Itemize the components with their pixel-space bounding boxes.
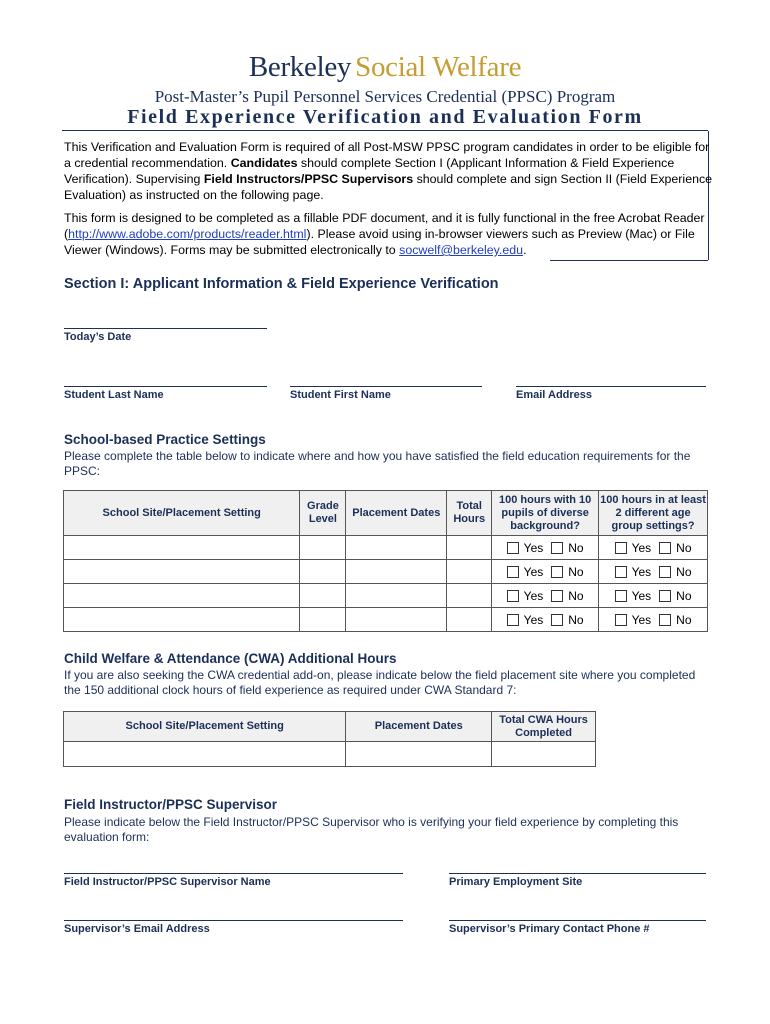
table-header-row <box>64 491 708 536</box>
no-label: No <box>568 564 584 579</box>
hours-cell[interactable] <box>447 584 492 608</box>
no-checkbox[interactable] <box>659 614 671 626</box>
no-label: No <box>568 540 584 555</box>
site-cell[interactable] <box>64 584 300 608</box>
no-checkbox[interactable] <box>659 590 671 602</box>
yes-checkbox[interactable] <box>615 590 627 602</box>
yes-label: Yes <box>523 588 544 603</box>
yes-checkbox[interactable] <box>507 566 519 578</box>
supervisor-desc: Please indicate below the Field Instructor/PPSC Supervisor who is verifying your field experience by completing this evaluation form: <box>64 815 679 844</box>
site-cell[interactable] <box>64 560 300 584</box>
email-link[interactable]: socwelf@berkeley.edu <box>399 243 524 257</box>
yes-label: Yes <box>523 612 544 627</box>
logo-berkeley: Berkeley <box>248 51 352 83</box>
dates-cell[interactable] <box>346 742 492 767</box>
table-row <box>64 742 596 767</box>
col-age-groups: 100 hours in at least 2 different age group settings? <box>599 491 708 536</box>
school-settings-table <box>63 490 708 632</box>
site-cell[interactable] <box>64 536 300 560</box>
no-checkbox[interactable] <box>551 566 563 578</box>
no-label: No <box>676 564 692 579</box>
last-name-label: Student Last Name <box>64 389 164 401</box>
diverse-cell <box>492 536 599 560</box>
supervisor-phone-field[interactable] <box>449 920 706 921</box>
todays-date-field[interactable] <box>64 328 267 329</box>
adobe-reader-link[interactable]: http://www.adobe.com/products/reader.html <box>68 227 307 241</box>
hours-cell[interactable] <box>492 742 596 767</box>
intro-text: ). Please avoid using in-browser viewers such as Preview (Mac) or File Viewer (Windows). Forms may be submitted electronically to <box>64 227 695 257</box>
supervisor-title: Field Instructor/PPSC Supervisor <box>64 797 278 812</box>
col-hours: Total Hours <box>447 491 492 536</box>
table-row <box>64 608 708 632</box>
supervisor-name-label: Field Instructor/PPSC Supervisor Name <box>64 876 271 888</box>
program-name: Post-Master’s Pupil Personnel Services Credential (PPSC) Program <box>154 87 616 106</box>
dates-cell[interactable] <box>346 608 447 632</box>
intro-paragraph-2 <box>64 210 714 258</box>
section-1-title: Section I: Applicant Information & Field Experience Verification <box>64 276 499 292</box>
yes-checkbox[interactable] <box>615 542 627 554</box>
intro-bold-supervisors: Field Instructors/PPSC Supervisors <box>203 172 414 186</box>
no-label: No <box>676 540 692 555</box>
yes-checkbox[interactable] <box>615 614 627 626</box>
no-label: No <box>676 588 692 603</box>
email-field[interactable] <box>516 386 706 387</box>
grade-cell[interactable] <box>300 536 346 560</box>
hours-cell[interactable] <box>447 608 492 632</box>
col-diverse: 100 hours with 10 pupils of diverse background? <box>492 491 599 536</box>
yes-checkbox[interactable] <box>615 566 627 578</box>
diverse-cell <box>492 560 599 584</box>
yes-label: Yes <box>631 564 652 579</box>
cwa-table <box>63 711 596 767</box>
no-checkbox[interactable] <box>659 566 671 578</box>
yes-label: Yes <box>523 540 544 555</box>
cwa-desc: If you are also seeking the CWA credential add-on, please indicate below the field placement site where you completed the 150 additional clock hours of field experience as required under CWA Standard 7: <box>64 668 696 697</box>
yes-label: Yes <box>631 588 652 603</box>
col-cwa-hours: Total CWA Hours Completed <box>492 712 596 742</box>
site-cell[interactable] <box>64 608 300 632</box>
title-divider <box>62 130 708 131</box>
supervisor-email-label: Supervisor’s Email Address <box>64 923 210 935</box>
no-label: No <box>568 612 584 627</box>
hours-cell[interactable] <box>447 536 492 560</box>
col-dates: Placement Dates <box>346 712 492 742</box>
hours-cell[interactable] <box>447 560 492 584</box>
supervisor-email-field[interactable] <box>64 920 403 921</box>
age-cell <box>599 608 708 632</box>
last-name-field[interactable] <box>64 386 267 387</box>
yes-label: Yes <box>631 540 652 555</box>
berkeley-social-welfare-logo <box>0 51 770 84</box>
no-label: No <box>676 612 692 627</box>
email-label: Email Address <box>516 389 593 401</box>
dates-cell[interactable] <box>346 584 447 608</box>
intro-bottom-rule <box>550 260 708 261</box>
yes-label: Yes <box>523 564 544 579</box>
age-cell <box>599 560 708 584</box>
no-checkbox[interactable] <box>551 614 563 626</box>
first-name-field[interactable] <box>290 386 482 387</box>
school-settings-desc: Please complete the table below to indicate where and how you have satisfied the field education requirements for the PPSC: <box>64 449 691 478</box>
no-label: No <box>568 588 584 603</box>
diverse-cell <box>492 584 599 608</box>
grade-cell[interactable] <box>300 584 346 608</box>
site-cell[interactable] <box>64 742 346 767</box>
employment-site-field[interactable] <box>449 873 706 874</box>
no-checkbox[interactable] <box>551 590 563 602</box>
diverse-cell <box>492 608 599 632</box>
supervisor-name-field[interactable] <box>64 873 403 874</box>
yes-label: Yes <box>631 612 652 627</box>
intro-text: should complete Section I (Applicant Information & Field Experience Verification). Supervising <box>64 156 675 186</box>
intro-bold-candidates: Candidates <box>230 156 298 170</box>
intro-text: . <box>523 243 527 257</box>
form-title: Field Experience Verification and Evaluation Form <box>127 106 643 128</box>
table-row <box>64 560 708 584</box>
table-row <box>64 584 708 608</box>
dates-cell[interactable] <box>346 560 447 584</box>
yes-checkbox[interactable] <box>507 590 519 602</box>
col-grade: Grade Level <box>300 491 346 536</box>
intro-paragraph-1 <box>64 139 714 203</box>
grade-cell[interactable] <box>300 560 346 584</box>
employment-site-label: Primary Employment Site <box>449 876 583 888</box>
first-name-label: Student First Name <box>290 389 391 401</box>
yes-checkbox[interactable] <box>507 614 519 626</box>
intro-text: should complete and sign Section II (Field Experience Evaluation) as instructed on the following page. <box>64 172 713 202</box>
no-checkbox[interactable] <box>551 542 563 554</box>
col-site: School Site/Placement Setting <box>64 491 300 536</box>
col-site: School Site/Placement Setting <box>64 712 346 742</box>
intro-text: This form is designed to be completed as a fillable PDF document, and it is fully functional in the free Acrobat Reader ( <box>64 211 705 241</box>
school-settings-title: School-based Practice Settings <box>64 432 266 447</box>
col-dates: Placement Dates <box>346 491 447 536</box>
grade-cell[interactable] <box>300 608 346 632</box>
todays-date-label: Today’s Date <box>64 331 132 343</box>
dates-cell[interactable] <box>346 536 447 560</box>
table-header-row <box>64 712 596 742</box>
logo-social-welfare: Social Welfare <box>355 51 522 83</box>
supervisor-phone-label: Supervisor’s Primary Contact Phone # <box>449 923 650 935</box>
cwa-title: Child Welfare & Attendance (CWA) Additional Hours <box>64 651 397 666</box>
table-row <box>64 536 708 560</box>
yes-checkbox[interactable] <box>507 542 519 554</box>
intro-text: This Verification and Evaluation Form is required of all Post-MSW PPSC program candidates in order to be eligible for a credential recommendation. <box>64 140 710 170</box>
no-checkbox[interactable] <box>659 542 671 554</box>
age-cell <box>599 584 708 608</box>
age-cell <box>599 536 708 560</box>
